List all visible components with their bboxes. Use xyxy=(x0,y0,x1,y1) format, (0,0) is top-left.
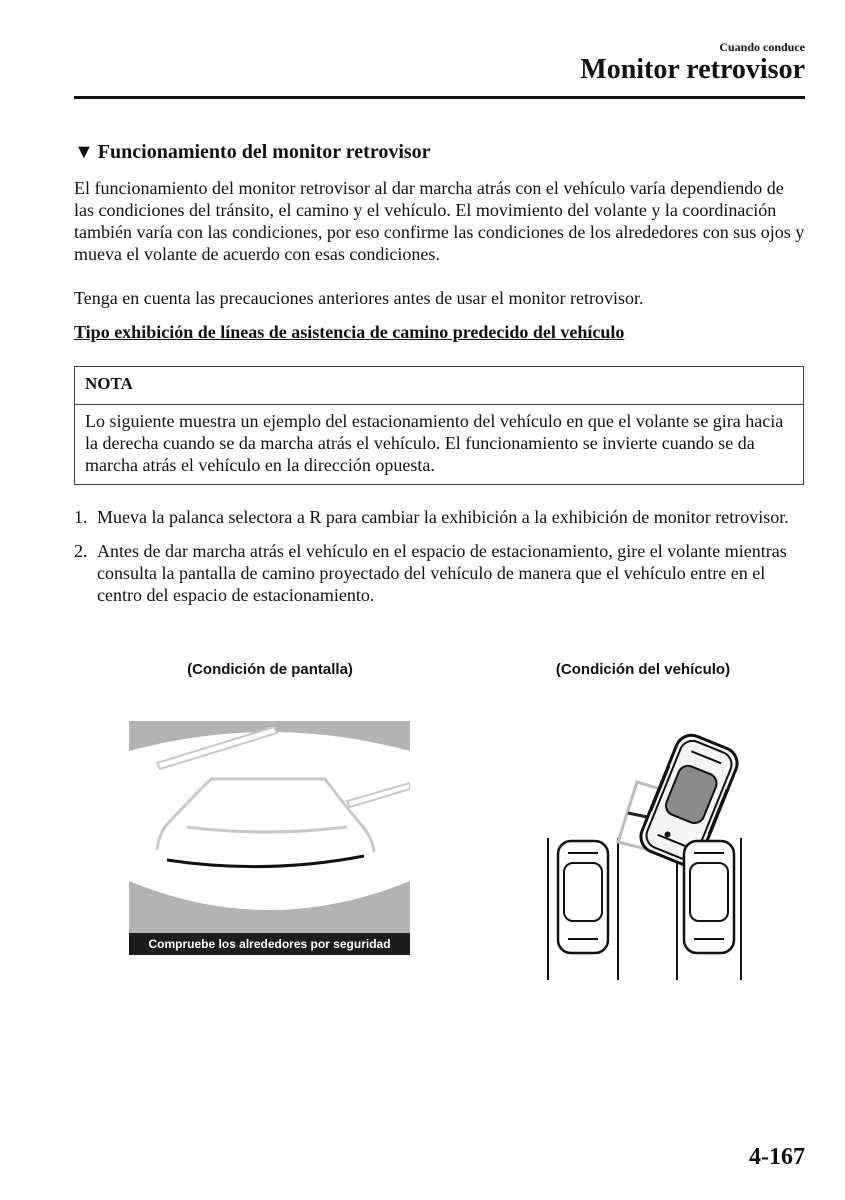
page-title: Monitor retrovisor xyxy=(580,54,805,85)
section-name: Cuando conduce xyxy=(719,40,805,54)
step-number: 2. xyxy=(74,541,88,561)
page-number: 4-167 xyxy=(749,1144,805,1170)
vehicle-condition-caption: (Condición del vehículo) xyxy=(555,661,731,678)
step-text: Antes de dar marcha atrás el vehículo en el espacio de estacionamiento, gire el volante mientras consulta la pantalla de camino proyectado del vehículo de manera que el vehículo entre en el centro del espacio de estacionamiento. xyxy=(97,541,787,605)
procedure-step xyxy=(74,540,805,606)
vehicle-position-graphic xyxy=(540,690,750,990)
car-body xyxy=(558,841,608,953)
vehicle-position-illustration xyxy=(540,690,750,990)
safety-warning-banner: Compruebe los alrededores por seguridad xyxy=(129,933,410,955)
procedure-step xyxy=(74,506,805,528)
triangle-down-icon: ▼ xyxy=(74,141,94,163)
rear-monitor-illustration xyxy=(129,721,410,955)
intro-paragraph: El funcionamiento del monitor retrovisor al dar marcha atrás con el vehículo varía dependiendo de las condiciones del tránsito, el camino y el vehículo. El movimiento del volante y la coordinación también varía con las condiciones, por eso confirme las condiciones de los alrededores con sus ojos y mueva el volante de acuerdo con esas condiciones. xyxy=(74,178,805,264)
note-divider xyxy=(75,404,803,405)
note-box xyxy=(74,366,804,485)
step-text: Mueva la palanca selectora a R para cambiar la exhibición a la exhibición de monitor retrovisor. xyxy=(97,507,789,527)
car-body xyxy=(684,841,734,953)
display-type-subheading: Tipo exhibición de líneas de asistencia de camino predecido del vehículo xyxy=(74,322,625,342)
rear-monitor-graphic xyxy=(129,721,410,955)
precaution-paragraph: Tenga en cuenta las precauciones anteriores antes de usar el monitor retrovisor. xyxy=(74,288,644,308)
parked-car-right xyxy=(684,841,734,953)
parked-car-left xyxy=(558,841,608,953)
section-heading xyxy=(74,141,805,164)
procedure-steps xyxy=(74,506,805,606)
title-rule xyxy=(74,96,805,99)
note-label: NOTA xyxy=(85,374,133,393)
note-text: Lo siguiente muestra un ejemplo del estacionamiento del vehículo en que el volante se gira hacia la derecha cuando se da marcha atrás el vehículo. El funcionamiento se invierte cuando se da marcha atrás el vehículo en la dirección opuesta. xyxy=(85,411,784,475)
step-number: 1. xyxy=(74,507,88,527)
screen-condition-caption: (Condición de pantalla) xyxy=(187,661,353,678)
section-heading-text: Funcionamiento del monitor retrovisor xyxy=(97,141,431,163)
